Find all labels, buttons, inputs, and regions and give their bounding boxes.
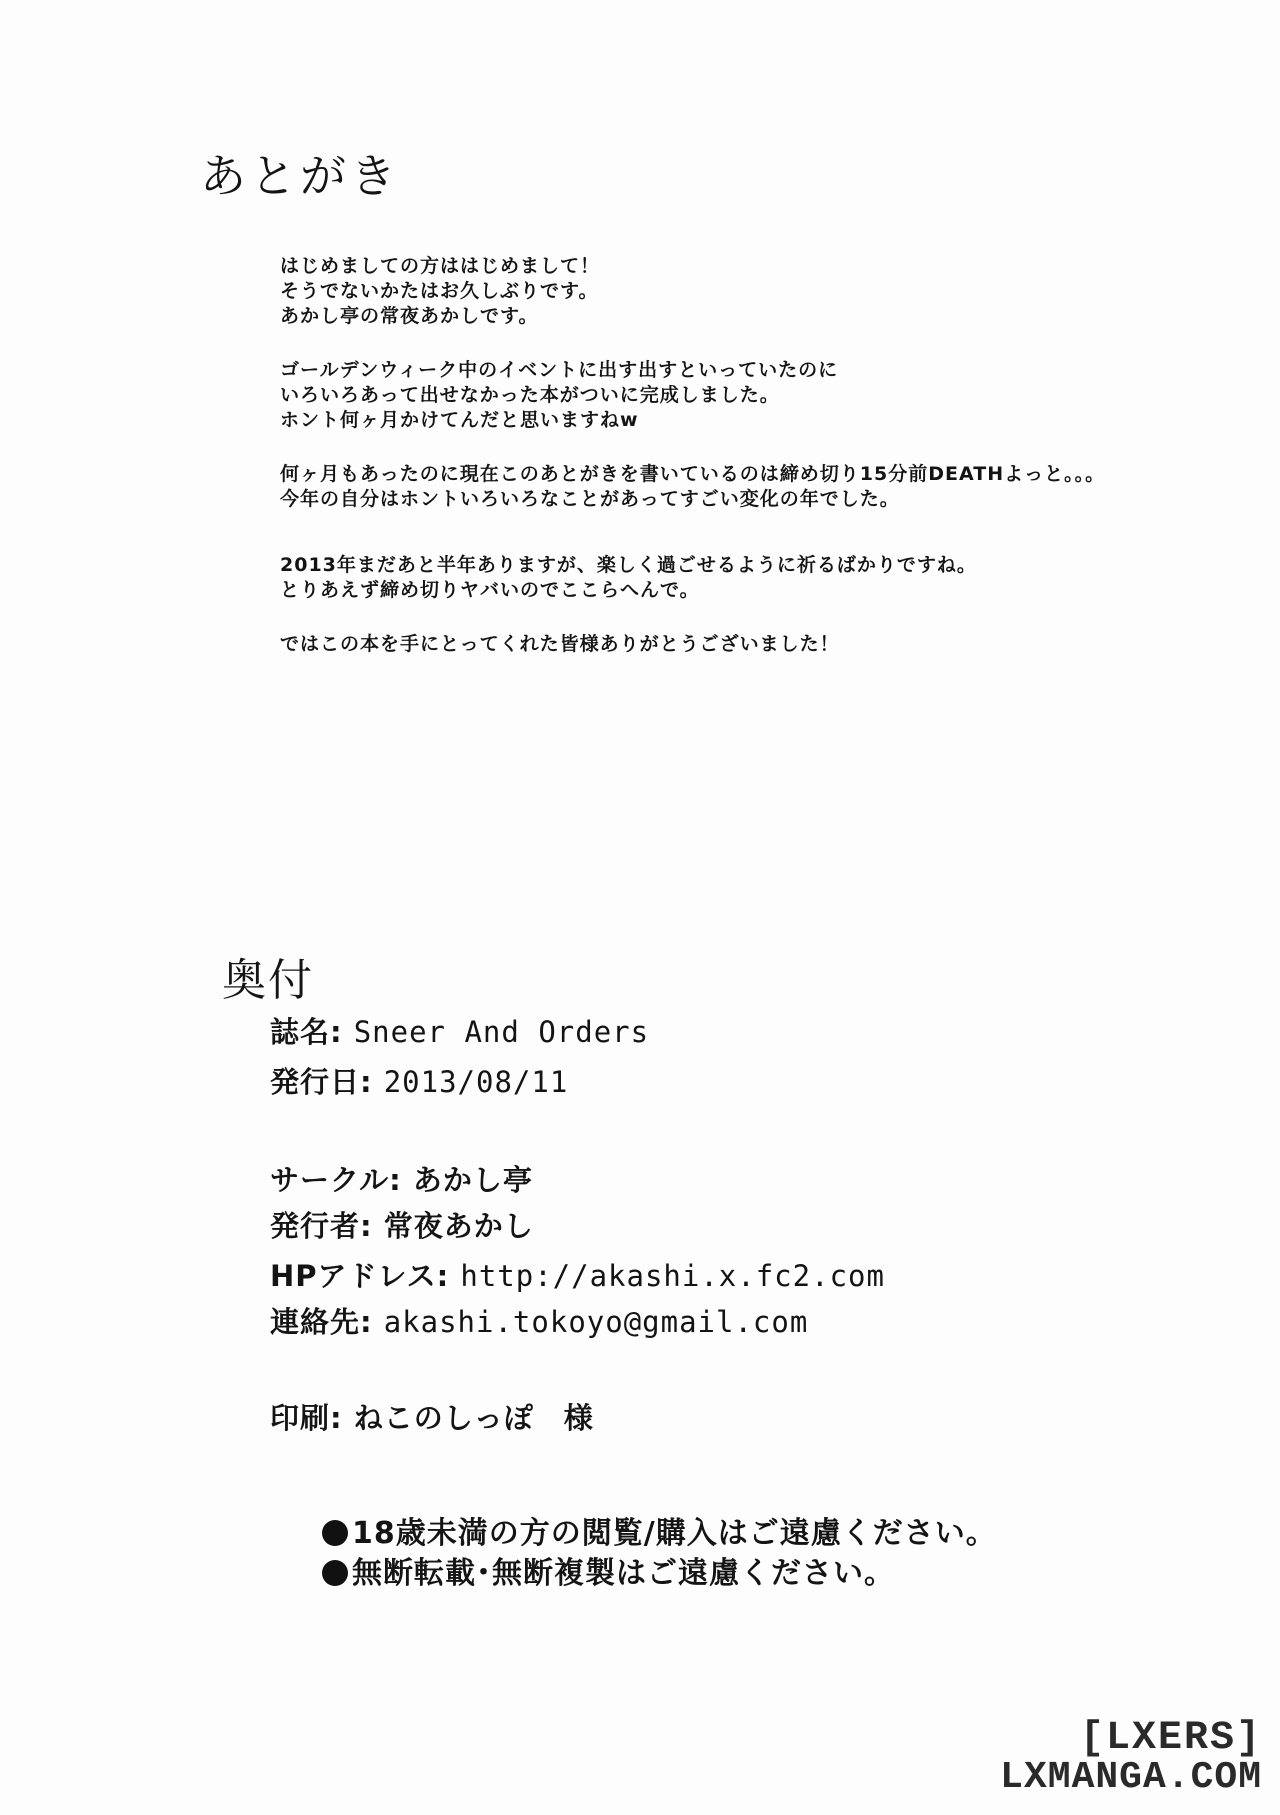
publish-date-label: 発行日: — [270, 1065, 373, 1099]
afterword-line: あかし亭の常夜あかしです。 — [280, 305, 539, 327]
colophon-circle-row — [270, 1158, 533, 1199]
book-name-label: 誌名: — [270, 1015, 343, 1049]
watermark-site-name: LXMANGA.COM — [1000, 1756, 1262, 1799]
afterword-body — [280, 254, 1106, 657]
colophon-printer-row — [270, 1396, 594, 1437]
afterword-paragraph-2 — [280, 358, 1040, 433]
circle-value: あかし亭 — [412, 1163, 533, 1197]
afterword-line: はじめましての方ははじめまして！ — [280, 255, 601, 277]
circle-label: サークル: — [270, 1163, 402, 1197]
colophon-date-row — [270, 1060, 568, 1101]
colophon-book-name-row — [270, 1010, 649, 1051]
notice-text: 無断転載･無断複製はご遠慮ください。 — [352, 1556, 895, 1591]
printer-label: 印刷: — [270, 1401, 343, 1435]
colophon-homepage-row — [270, 1254, 885, 1295]
afterword-line: ゴールデンウィーク中のイベントに出す出すといっていたのに — [280, 359, 839, 381]
afterword-line: ホント何ヶ月かけてんだと思いますねw — [280, 409, 639, 431]
colophon-publisher-row — [270, 1204, 534, 1245]
notice-no-reproduction — [322, 1554, 997, 1594]
colophon-contact-row — [270, 1300, 808, 1341]
notice-age-restriction — [322, 1514, 997, 1554]
notice-text: 18歳未満の方の閲覧/購入はご遠慮ください。 — [352, 1516, 997, 1551]
bullet-icon — [322, 1560, 348, 1586]
afterword-line: ではこの本を手にとってくれた皆様ありがとうございました！ — [280, 633, 840, 655]
afterword-heading: あとがき — [200, 149, 400, 203]
watermark-group-name: [LXERS] — [1079, 1716, 1262, 1761]
publisher-value: 常夜あかし — [383, 1209, 534, 1243]
colophon-heading: 奥付 — [222, 955, 314, 1006]
book-name-value: Sneer And Orders — [353, 1015, 650, 1049]
afterword-line: そうでないかたはお久しぶりです。 — [280, 280, 599, 302]
homepage-label: HPアドレス: — [270, 1259, 450, 1293]
afterword-line: いろいろあって出せなかった本がついに完成しました。 — [280, 384, 780, 406]
homepage-url: http://akashi.x.fc2.com — [460, 1259, 885, 1293]
publish-date-value: 2013/08/11 — [383, 1065, 569, 1099]
afterword-paragraph-4 — [280, 553, 1040, 603]
afterword-line: 2013年まだあと半年ありますが、楽しく過ごせるように祈るばかりですね。 — [280, 554, 977, 576]
printer-value: ねこのしっぽ 様 — [353, 1401, 594, 1435]
contact-label: 連絡先: — [270, 1305, 373, 1339]
afterword-paragraph-5 — [280, 632, 1040, 657]
notices — [322, 1514, 997, 1594]
afterword-paragraph-3 — [280, 462, 1106, 512]
afterword-paragraph-1 — [280, 254, 1040, 329]
afterword-line: 何ヶ月もあったのに現在このあとがきを書いているのは締め切り15分前DEATHよっと。。。 — [280, 463, 1106, 485]
contact-email: akashi.tokoyo@gmail.com — [383, 1305, 809, 1339]
afterword-line: 今年の自分はホントいろいろなことがあってすごい変化の年でした。 — [280, 488, 900, 510]
site-watermark — [1000, 1716, 1262, 1799]
bullet-icon — [322, 1520, 348, 1546]
afterword-line: とりあえず締め切りヤバいのでここらへんで。 — [280, 579, 700, 601]
publisher-label: 発行者: — [270, 1209, 373, 1243]
